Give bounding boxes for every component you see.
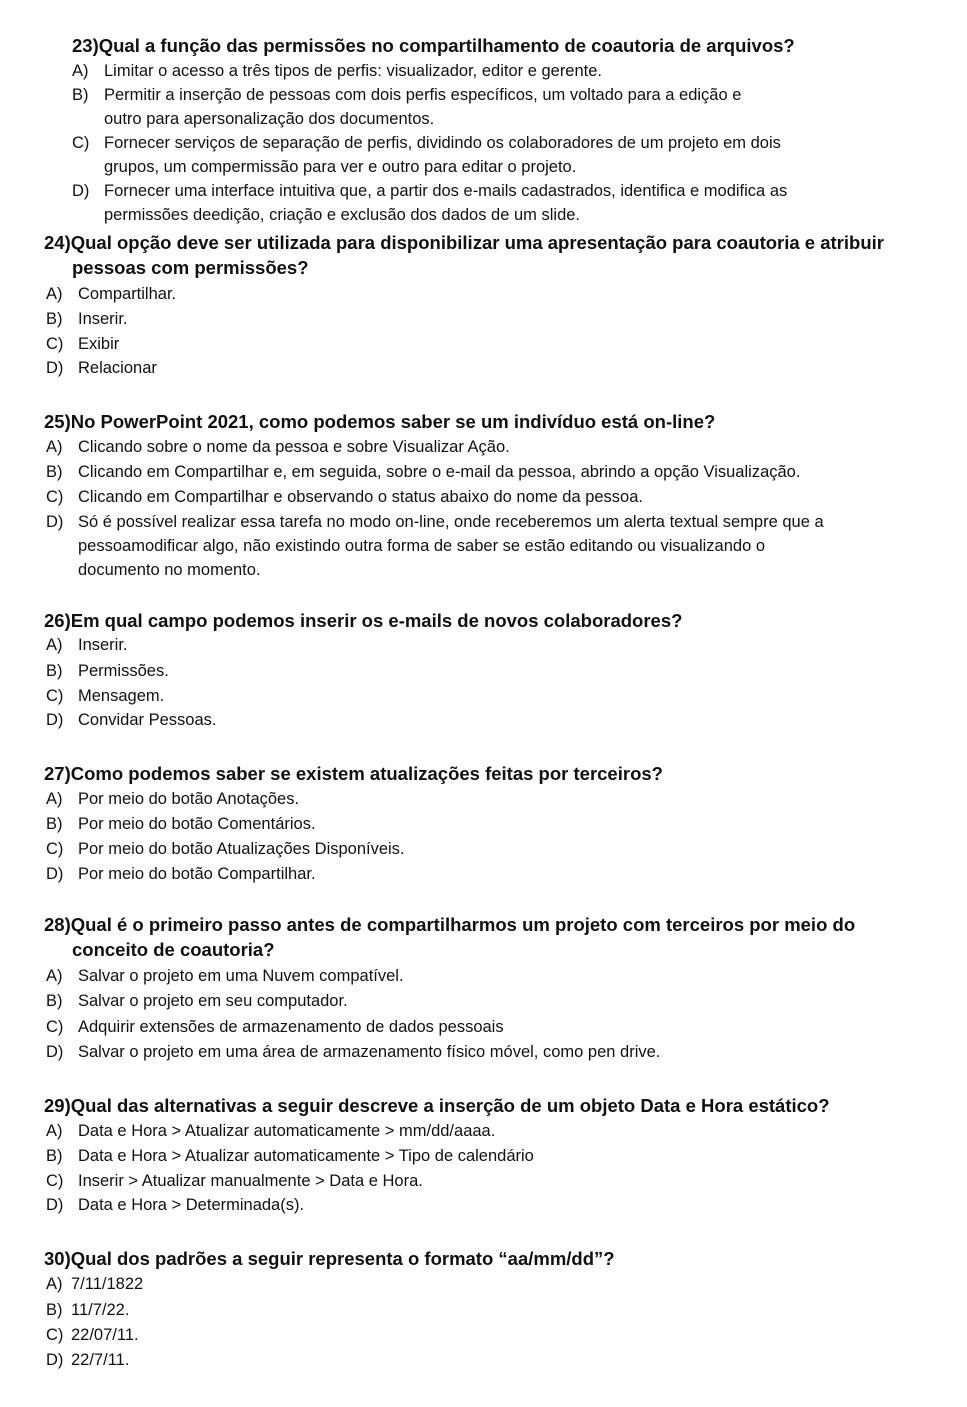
question-29-option-d: D) Data e Hora > Determinada(s). bbox=[46, 1196, 305, 1214]
question-26-option-a: A) Inserir. bbox=[46, 636, 128, 654]
question-26-option-d: D) Convidar Pessoas. bbox=[46, 711, 217, 729]
question-24-title: 24)Qual opção deve ser utilizada para disponibilizar uma apresentação para coautoria e atribuir pessoas com permissões? bbox=[44, 232, 884, 278]
question-23-option-d: D) Fornecer uma interface intuitiva que, a partir dos e-mails cadastrados, identifica e modifica as permissões deedição, criação e exclusão dos dados de um slide. bbox=[72, 182, 788, 224]
question-30-title: 30)Qual dos padrões a seguir representa o formato “aa/mm/dd”? bbox=[44, 1248, 615, 1269]
question-28-option-a: A) Salvar o projeto em uma Nuvem compatível. bbox=[46, 967, 404, 985]
question-29-option-c: C) Inserir > Atualizar manualmente > Data e Hora. bbox=[46, 1172, 423, 1190]
question-25-option-c: C) Clicando em Compartilhar e observando o status abaixo do nome da pessoa. bbox=[46, 488, 643, 506]
question-24-option-c: C) Exibir bbox=[46, 335, 120, 353]
question-27-option-a: A) Por meio do botão Anotações. bbox=[46, 790, 300, 808]
question-30-option-b: B) 11/7/22. bbox=[46, 1301, 130, 1319]
question-29-option-a: A) Data e Hora > Atualizar automaticamente > mm/dd/aaaa. bbox=[46, 1122, 496, 1140]
question-27-option-b: B) Por meio do botão Comentários. bbox=[46, 815, 316, 833]
question-26-option-b: B) Permissões. bbox=[46, 662, 169, 680]
question-25-option-b: B) Clicando em Compartilhar e, em seguida, sobre o e-mail da pessoa, abrindo a opção Visualização. bbox=[46, 463, 801, 481]
question-23-option-a: A) Limitar o acesso a três tipos de perfis: visualizador, editor e gerente. bbox=[72, 62, 603, 80]
question-28-option-c: C) Adquirir extensões de armazenamento de dados pessoais bbox=[46, 1018, 504, 1036]
question-25-option-a: A) Clicando sobre o nome da pessoa e sobre Visualizar Ação. bbox=[46, 438, 510, 456]
question-26-option-c: C) Mensagem. bbox=[46, 687, 165, 705]
question-24-option-a: A) Compartilhar. bbox=[46, 285, 177, 303]
question-28-option-d: D) Salvar o projeto em uma área de armazenamento físico móvel, como pen drive. bbox=[46, 1043, 661, 1061]
question-27-option-c: C) Por meio do botão Atualizações Disponíveis. bbox=[46, 840, 405, 858]
question-28-option-b: B) Salvar o projeto em seu computador. bbox=[46, 992, 348, 1010]
question-30-option-d: D) 22/7/11. bbox=[46, 1351, 130, 1369]
question-24-option-b: B) Inserir. bbox=[46, 310, 128, 328]
question-23-option-c: C) Fornecer serviços de separação de perfis, dividindo os colaboradores de um projeto em dois grupos, um compermissão para ver e outro para editar o projeto. bbox=[72, 134, 781, 176]
question-27-option-d: D) Por meio do botão Compartilhar. bbox=[46, 865, 316, 883]
question-24-option-d: D) Relacionar bbox=[46, 359, 157, 377]
question-25-option-d: D) Só é possível realizar essa tarefa no modo on-line, onde receberemos um alerta textual sempre que a pessoamodificar algo, não existindo outra forma de saber se estão editando ou visualizando o documento no momento. bbox=[46, 513, 824, 579]
question-23-title: 23)Qual a função das permissões no compartilhamento de coautoria de arquivos? bbox=[72, 35, 795, 56]
question-29-option-b: B) Data e Hora > Atualizar automaticamente > Tipo de calendário bbox=[46, 1147, 534, 1165]
question-30-option-a: A) 7/11/1822 bbox=[46, 1275, 144, 1293]
question-28-title: 28)Qual é o primeiro passo antes de compartilharmos um projeto com terceiros por meio do conceito de coautoria? bbox=[44, 914, 856, 960]
question-27-title: 27)Como podemos saber se existem atualizações feitas por terceiros? bbox=[44, 763, 663, 784]
question-30-option-c: C) 22/07/11. bbox=[46, 1326, 139, 1344]
question-26-title: 26)Em qual campo podemos inserir os e-mails de novos colaboradores? bbox=[44, 610, 683, 631]
question-25-title: 25)No PowerPoint 2021, como podemos saber se um indivíduo está on-line? bbox=[44, 411, 716, 432]
question-29-title: 29)Qual das alternativas a seguir descreve a inserção de um objeto Data e Hora estático? bbox=[44, 1095, 830, 1116]
question-23-option-b: B) Permitir a inserção de pessoas com dois perfis específicos, um voltado para a edição e outro para apersonalização dos documentos. bbox=[72, 86, 742, 128]
